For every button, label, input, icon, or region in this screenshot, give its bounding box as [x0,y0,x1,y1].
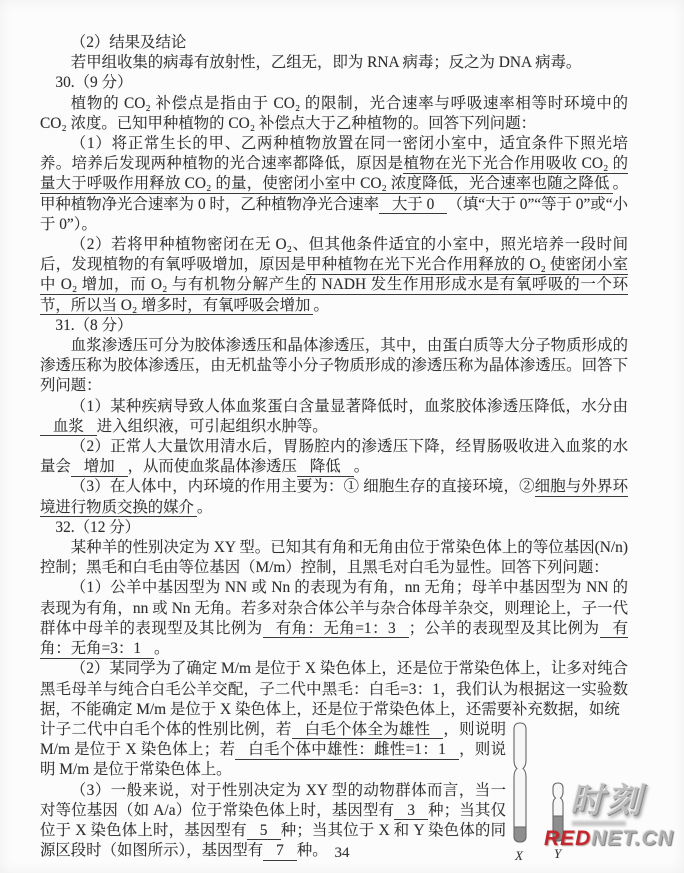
text-run: ，从而使血浆晶体渗透压 [127,458,297,476]
answer-blank: 大于 0 [379,196,447,215]
x-chromosome-label: X [515,847,523,863]
text-run: （2）某同学为了确定 M/m 是位于 X 染色体上，还是位于常染色体上，让多对纯合黑毛母羊与纯合白毛公羊交配，子二代中黑毛：白毛=3：1，我们认为根据这一实验数据，不能确定 M/m 是位于 X 染色体上，还是位于常染色体上，还需要补充数据，如统 [40,660,628,718]
question-30-part1 [40,134,628,235]
question-31-part3 [40,477,628,517]
text-run: 。甲种植物净光合速率为 0 时，乙种植物净光合速率 [40,175,628,213]
text-run: ，则说明 M/m 是位于 X 染色体上；若 [40,720,506,759]
answer-blank: 白毛个体全为雄性 [292,721,444,740]
question-32-heading: 32.（12 分） [55,518,141,536]
answer-blank: 7 [263,842,297,861]
watermark-small-text [572,821,626,826]
question-31-part2 [40,437,628,477]
answer-blank: 有角：无角=1：3 [263,620,409,639]
narrow-text-column [40,720,506,861]
question-31-part1 [40,397,628,437]
text-run: 。 [353,458,370,476]
text-run: （2）正常人大量饮用清水后，胃肠腔内的渗透压下降，经胃肠吸收进入血浆的水量会 [40,438,628,476]
text-run: 种；当其仅位于 X 染色体上时，基因型有 [40,801,506,839]
text-run: ，则说明 M/m 是位于常染色体上。 [40,741,506,779]
answer-blank: 白毛个体中雄性：雌性=1：1 [235,741,459,760]
question-30-heading: 30.（9 分） [55,74,133,92]
text-run: （1）公羊中基因型为 NN 或 Nn 的表现为有角，nn 无角；母羊中基因型为 NN 的表现为有角，nn 或 Nn 无角。若多对杂合体公羊与杂合体母羊杂交，则理论上，子一代群体中母羊的表现型及其比例为 [40,579,628,637]
text-run: （2）结果及结论 [70,34,187,51]
text-run: 。 [196,498,213,516]
underlined-answer: 甲种植物在光下光合作用释放的 O₂ 使密闭小室中 O₂ 增加，而 O₂ 与有机物分解产生的 NADH 发生作用形成水是有氧呼吸的一个环节，所以当 O₂ 增多时，有氧呼吸会增加 [40,256,628,314]
text-run: 计子二代中白毛个体的性别比例，若 [40,720,292,738]
question-32-intro [40,538,628,578]
rednet-watermark [544,781,674,850]
underlined-answer: 细胞与外界环境进行物质交换的媒介 [40,478,628,516]
watermark-brand-logo: 时刻 [570,781,644,820]
question-32-part1 [40,578,628,659]
text-run: 若甲组收集的病毒有放射性，乙组无，即为 RNA 病毒；反之为 DNA 病毒。 [70,54,582,72]
text-run: 。 [313,296,329,314]
text-run: （2）若将甲种植物密闭在无 O₂、但其他条件适宜的小室中，照光培养一段时间后，发现植物的有氧呼吸增加，原因是 [40,236,628,274]
question-32-part2-narrow [40,720,506,781]
question-30-part2 [40,235,628,316]
question-30-intro [40,94,628,134]
page-content [40,33,674,870]
text-run: 血浆渗透压可分为胶体渗透压和晶体渗透压，其中，由蛋白质等大分子物质形成的渗透压称为胶体渗透压，由无机盐等小分子物质形成的渗透压称为晶体渗透压。回答下列问题： [40,337,628,395]
text-run: ；公羊的表现型及其比例为 [408,619,600,637]
answer-blank: 有角：无角=3：1 [40,619,628,658]
text-run: （1）某种疾病导致人体血浆蛋白含量显著降低时，血浆胶体渗透压降低，水分由 [70,397,628,415]
text-run: （3）在人体中，内环境的作用主要为：① 细胞生存的直接环境，② [70,478,535,496]
question-31-intro [40,336,628,397]
answer-blank: 血浆 [40,418,97,437]
text-run: 种。 [296,842,328,860]
text-run: （填“大于 0”“等于 0”或“小于 0”）。 [40,195,628,233]
prev-result-body [40,53,628,73]
text-run: （3）一般来说，对于性别决定为 XY 型的动物群体而言，当一对等位基因（如 A/a）位于常染色体上时，基因型有 [40,781,506,819]
text-run: 进入组织液，可引起组织水肿等。 [96,417,328,435]
prev-result-title [40,33,628,53]
answer-blank: 降低 [297,458,354,477]
text-run: 。 [154,640,170,658]
underlined-answer: 植物在光下光合作用吸收 CO₂ 的量大于呼吸作用释放 CO₂ 的量，使密闭小室中 CO₂ 浓度降低，光合速率也随之降低 [40,155,628,193]
question-31-heading: 31.（8 分） [55,316,133,334]
text-run: （1）将正常生长的甲、乙两种植物放置在同一密闭小室中，适宜条件下照光培养。培养后发现两种植物的光合速率都降低，原因是 [40,135,628,173]
answer-blank: 增加 [71,458,128,477]
answer-blank: 3 [394,802,428,821]
text-run: 植物的 CO₂ 补偿点是指由于 CO₂ 的限制，光合速率与呼吸速率相等时环境中的 CO₂ 浓度。已知甲种植物的 CO₂ 补偿点大于乙种植物的。回答下列问题： [40,94,628,132]
watermark-gray-text: NET.CN [591,826,674,850]
question-32-part2-wide [40,659,628,720]
text-run: 种；当其位于 X 和 Y 染色体的同源区段时（如图所示），基因型有 [40,821,506,860]
answer-blank: 5 [247,822,281,841]
text-run: 某种羊的性别决定为 XY 型。已知其有角和无角由位于常染色体上的等位基因(N/n)控制；黑毛和白毛由等位基因（M/m）控制，且黑毛对白毛为显性。回答下列问题： [40,539,628,577]
watermark-red-text: RED [544,826,592,850]
y-chromosome-label: Y [554,845,562,861]
watermark-site-name [544,828,674,849]
page-number: 34 [334,845,350,861]
x-chromosome-icon [513,722,527,844]
